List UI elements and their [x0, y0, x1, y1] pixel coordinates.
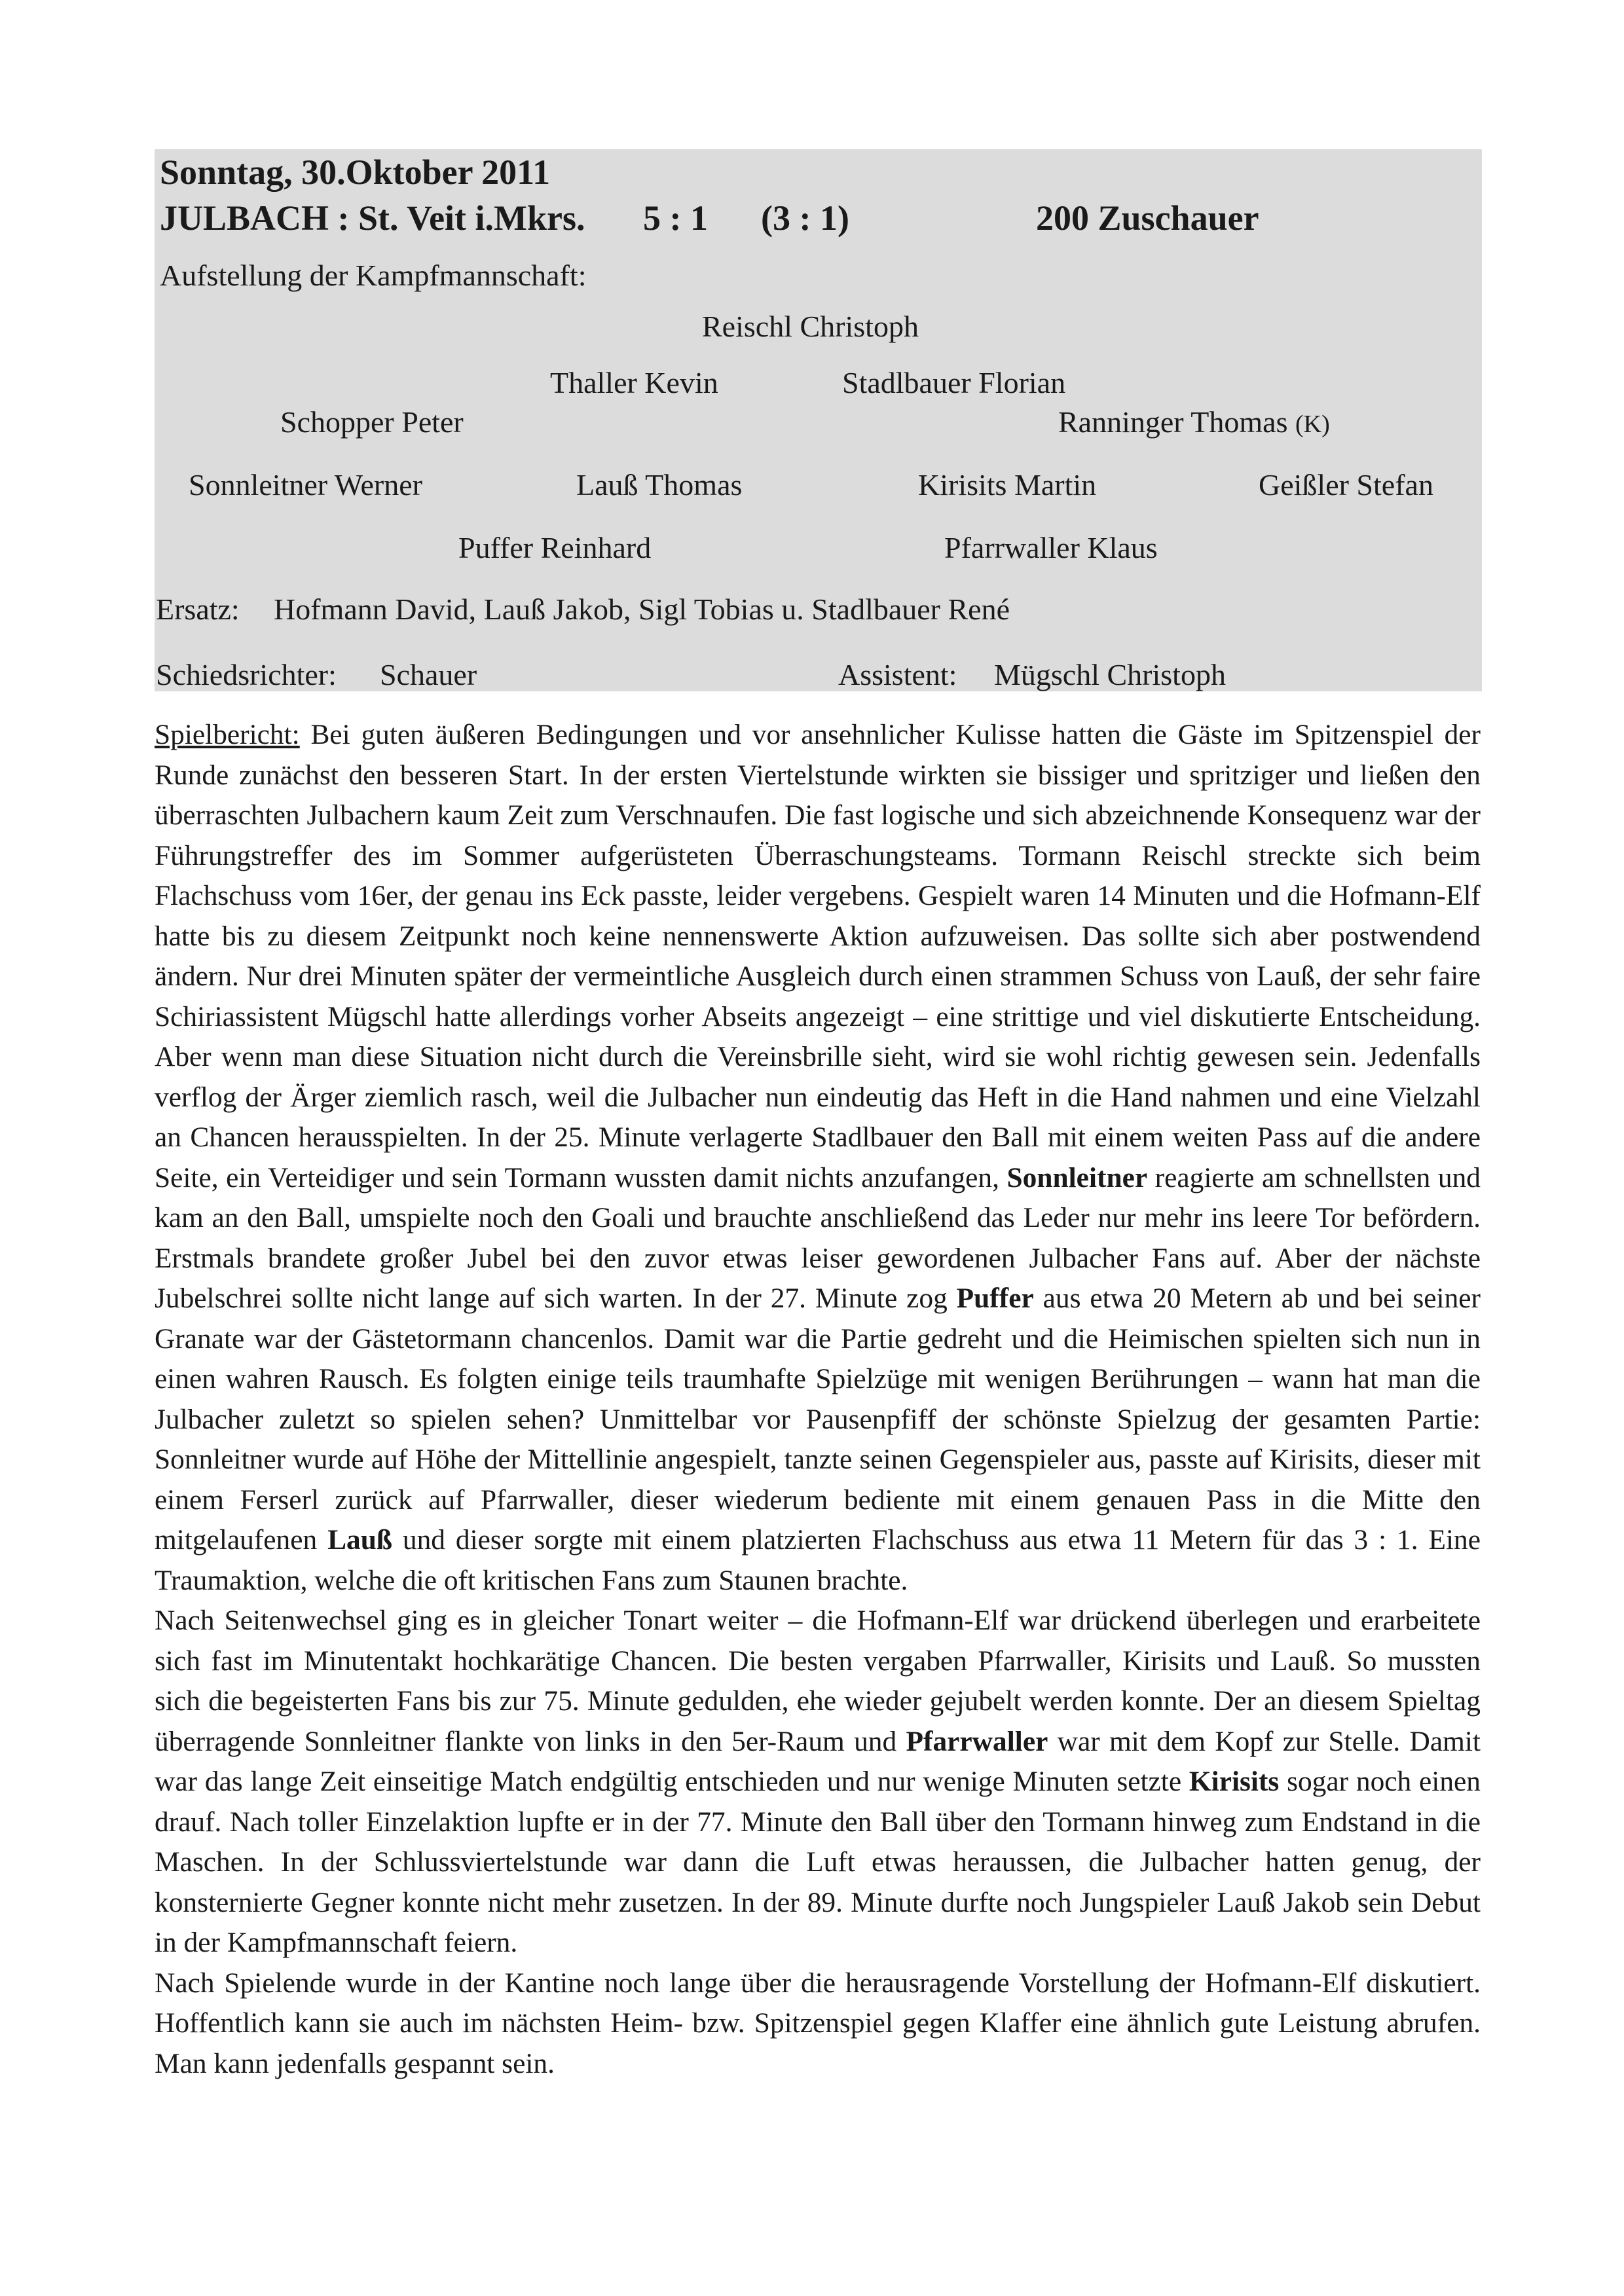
player-mid-3: Kirisits Martin	[918, 468, 1097, 501]
referee-name: Schauer	[380, 658, 477, 691]
referee-label: Schiedsrichter:	[156, 658, 337, 691]
report-lead: Spielbericht:	[155, 719, 300, 750]
match-score: 5 : 1	[643, 198, 708, 238]
scorer-puffer: Puffer	[956, 1283, 1034, 1314]
player-defense-center-left: Thaller Kevin	[550, 366, 718, 399]
halftime-score: (3 : 1)	[761, 198, 849, 238]
substitutes-names: Hofmann David, Lauß Jakob, Sigl Tobias u. Stadlbauer René	[274, 592, 1010, 626]
report-paragraph-3: Nach Spielende wurde in der Kantine noch lange über die herausragende Vorstellung der Hofmann-Elf diskutiert. Hoffentlich kann sie auch im nächsten Heim- bzw. Spitzenspiel gegen Klaffer eine ähnlich gute Leistung abrufen. Man kann jedenfalls gespannt sein.	[155, 1967, 1481, 2079]
player-defense-right	[1058, 407, 1330, 437]
player-defense-center-right: Stadlbauer Florian	[842, 366, 1066, 399]
scorer-sonnleitner: Sonnleitner	[1006, 1161, 1148, 1194]
match-date: Sonntag, 30.Oktober 2011	[160, 153, 551, 192]
player-defense-right-name: Ranninger Thomas	[1058, 405, 1288, 439]
report-paragraph-2: Nach Seitenwechsel ging es in gleicher Tonart weiter – die Hofmann-Elf war drückend überlegen und erarbeitete sich fast im Minutentakt hochkarätige Chancen. Die besten vergaben Pfarrwaller, Kirisits und Lauß. So mussten sich die begeisterten Fans bis zur 75. Minute gedulden, ehe wieder gejubelt werden konnte. Der an diesem Spieltag überragende Sonnleitner flankte von links in den 5er-Raum und Pfarrwaller war mit dem Kopf zur Stelle. Damit war das lange Zeit einseitige Match endgültig entschieden und nur wenige Minuten setzte Kirisits sogar noch einen drauf. Nach toller Einzelaktion lupfte er in der 77. Minute den Ball über den Tormann hinweg zum Endstand in die Maschen. In der Schlussviertelstunde war dann die Luft etwas heraussen, die Julbacher hatten genug, der konsternierte Gegner konnte nicht mehr zusetzen. In der 89. Minute durfte noch Jungspieler Lauß Jakob sein Debut in der Kampfmannschaft feiern.	[155, 1605, 1481, 1958]
match-teams: JULBACH : St. Veit i.Mkrs.	[160, 198, 585, 238]
assistant-name: Mügschl Christoph	[994, 658, 1226, 691]
player-mid-2: Lauß Thomas	[576, 468, 743, 501]
scorer-lauss: Lauß	[327, 1524, 392, 1556]
scorer-pfarrwaller: Pfarrwaller	[906, 1725, 1048, 1757]
player-mid-1: Sonnleitner Werner	[189, 468, 422, 501]
scorer-kirisits: Kirisits	[1189, 1766, 1280, 1797]
spectator-count: 200 Zuschauer	[1036, 198, 1259, 238]
match-report	[155, 715, 1481, 2084]
lineup-label: Aufstellung der Kampfmannschaft:	[160, 259, 587, 292]
player-forward-2: Pfarrwaller Klaus	[944, 531, 1158, 564]
player-goalkeeper: Reischl Christoph	[702, 310, 919, 343]
report-paragraph-1: Spielbericht: Bei guten äußeren Bedingungen und vor ansehnlicher Kulisse hatten die Gäste im Spitzenspiel der Runde zunächst den besseren Start. In der ersten Viertelstunde wirkten sie bissiger und spritziger und ließen den überraschten Julbachern kaum Zeit zum Verschnaufen. Die fast logische und sich abzeichnende Konsequenz war der Führungstreffer des im Sommer aufgerüsteten Überraschungsteams. Tormann Reischl streckte sich beim Flachschuss vom 16er, der genau ins Eck passte, leider vergebens. Gespielt waren 14 Minuten und die Hofmann-Elf hatte bis zu diesem Zeitpunkt noch keine nennenswerte Aktion aufzuweisen. Das sollte sich aber postwendend ändern. Nur drei Minuten später der vermeintliche Ausgleich durch einen strammen Schuss von Lauß, der sehr faire Schiriassistent Mügschl hatte allerdings vorher Abseits angezeigt – eine strittige und viel diskutierte Entscheidung. Aber wenn man diese Situation nicht durch die Vereinsbrille sieht, wird sie wohl richtig gewesen sein. Jedenfalls verflog der Ärger ziemlich rasch, weil die Julbacher nun eindeutig das Heft in die Hand nahmen und eine Vielzahl an Chancen herausspielten. In der 25. Minute verlagerte Stadlbauer den Ball mit einem weiten Pass auf die andere Seite, ein Verteidiger und sein Tormann wussten damit nichts anzufangen, Sonnleitner reagierte am schnellsten und kam an den Ball, umspielte noch den Goali und brauchte anschließend das Leder nur mehr ins leere Tor befördern. Erstmals brandete großer Jubel bei den zuvor etwas leiser gewordenen Julbacher Fans auf. Aber der nächste Jubelschrei sollte nicht lange auf sich warten. In der 27. Minute zog Puffer aus etwa 20 Metern ab und bei seiner Granate war der Gästetormann chancenlos. Damit war die Partie gedreht und die Heimischen spielten sich nun in einen wahren Rausch. Es folgten einige teils traumhafte Spielzüge mit wenigen Berührungen – wann hat man die Julbacher zuletzt so spielen sehen? Unmittelbar vor Pausenpfiff der schönste Spielzug der gesamten Partie: Sonnleitner wurde auf Höhe der Mittellinie angespielt, tanzte seinen Gegenspieler aus, passte auf Kirisits, dieser mit einem Ferserl zurück auf Pfarrwaller, dieser wiederum bediente mit einem genauen Pass in die Mitte den mitgelaufenen Lauß und dieser sorgte mit einem platzierten Flachschuss aus etwa 11 Metern für das 3 : 1. Eine Traumaktion, welche die oft kritischen Fans zum Staunen brachte.	[155, 719, 1481, 1596]
substitutes-label: Ersatz:	[156, 592, 240, 626]
player-defense-left: Schopper Peter	[280, 405, 464, 439]
captain-mark: (K)	[1295, 410, 1330, 438]
player-mid-4: Geißler Stefan	[1259, 468, 1433, 501]
assistant-label: Assistent:	[838, 658, 957, 691]
player-forward-1: Puffer Reinhard	[458, 531, 652, 564]
